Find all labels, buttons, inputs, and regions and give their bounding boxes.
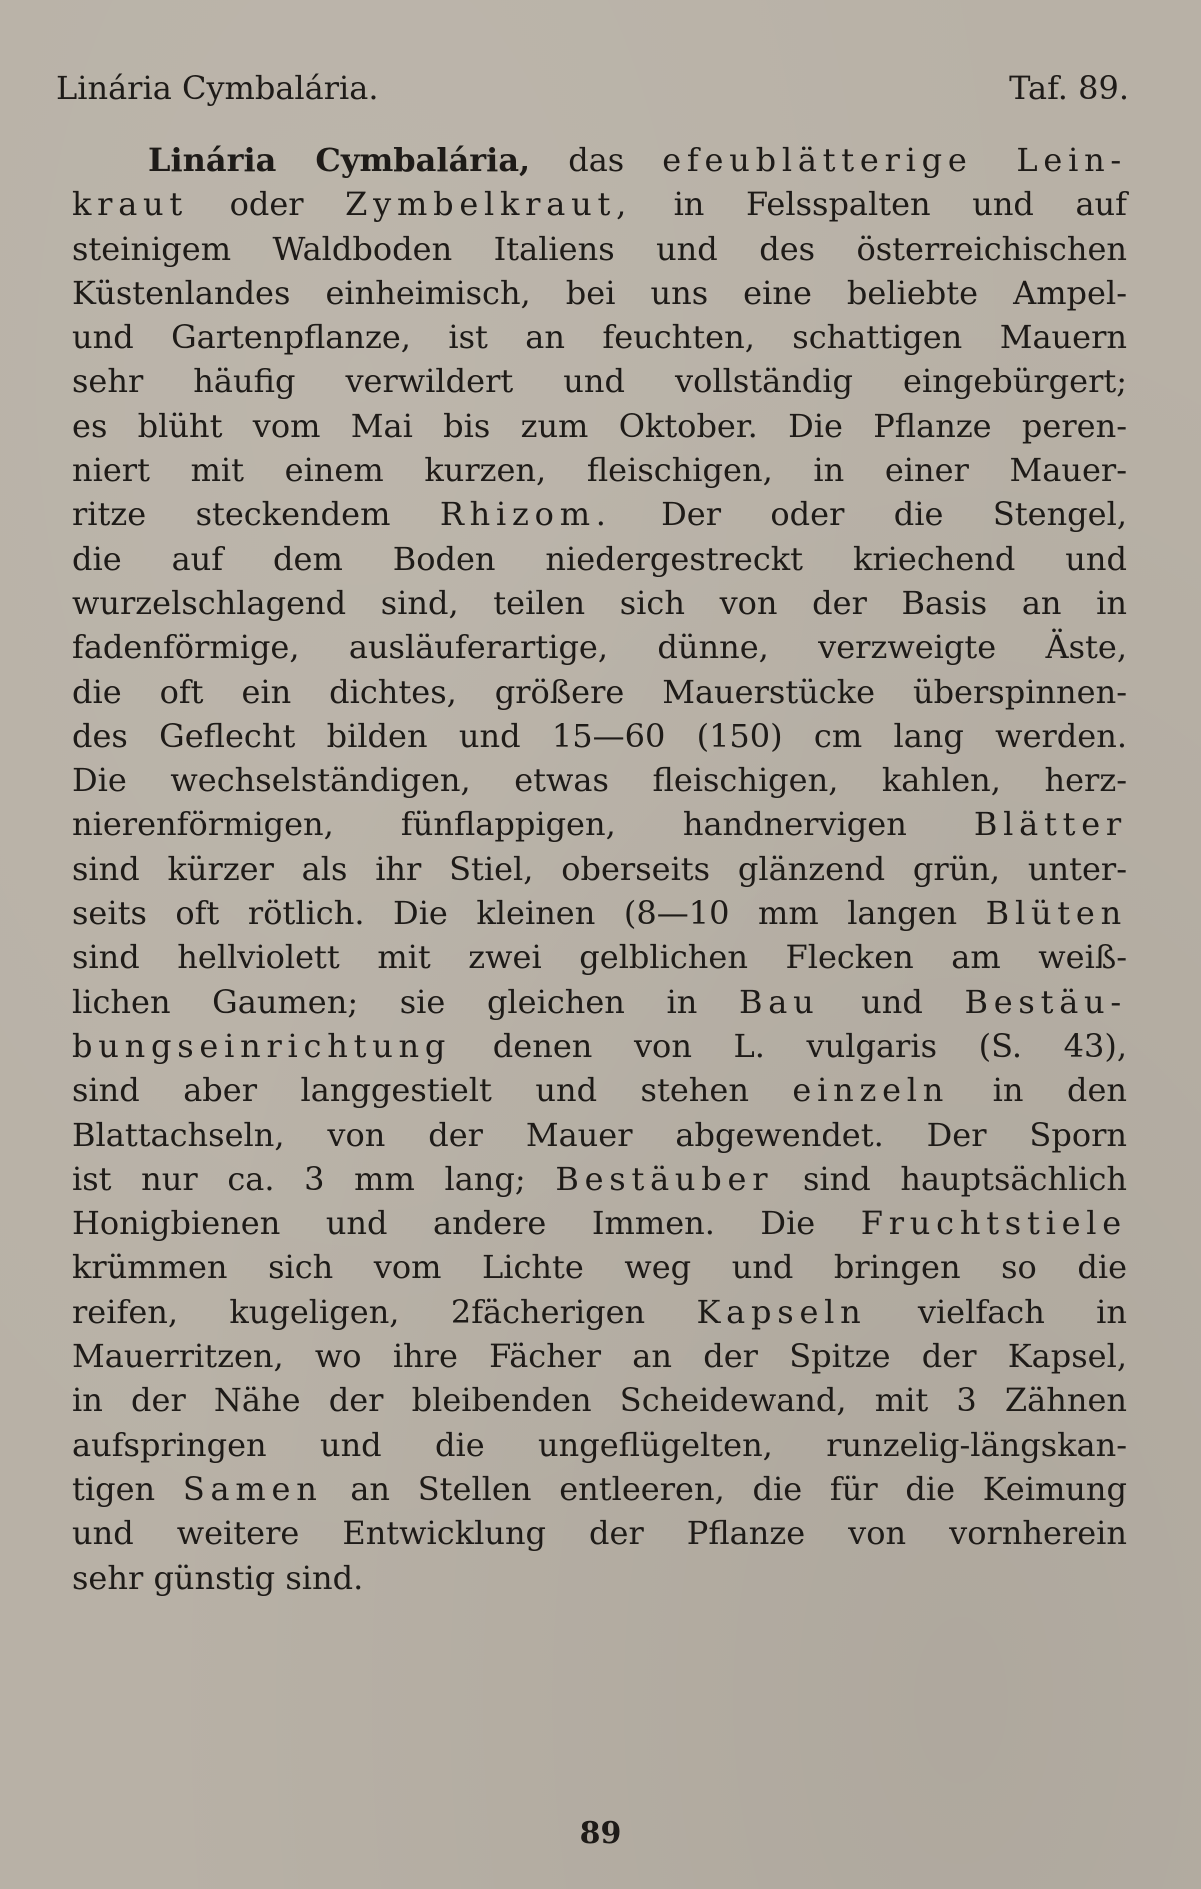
text-segment: steinigem Waldboden Italiens und des österreichischen [72, 229, 1127, 268]
text-segment: wurzelschlagend sind, teilen sich von der Basis an in [72, 583, 1127, 622]
text-segment: es blüht vom Mai bis zum Oktober. Die Pflanze peren- [72, 406, 1127, 445]
text-segment: und weitere Entwicklung der Pflanze von vornherein [72, 1514, 1127, 1553]
spaced-term: Zymbelkraut, [345, 185, 632, 224]
spaced-term: Bau [739, 982, 820, 1021]
text-segment: sind hellviolett mit zwei gelblichen Flecken am weiß- [72, 938, 1127, 977]
text-line [72, 1467, 1127, 1511]
text-segment: sehr häufig verwildert und vollständig eingebürgert; [72, 362, 1127, 401]
spaced-term: Kapseln [696, 1292, 867, 1331]
text-line [72, 359, 1127, 403]
text-segment: tigen [72, 1469, 183, 1508]
text-segment: lichen Gaumen; sie gleichen in [72, 982, 739, 1021]
text-segment: Der oder die Stengel, [611, 495, 1128, 534]
text-line [72, 492, 1127, 536]
text-segment: Die wechselständigen, etwas fleischigen, kahlen, herz- [72, 761, 1127, 800]
text-segment: sind kürzer als ihr Stiel, oberseits glänzend grün, unter- [72, 849, 1127, 888]
text-segment: vielfach in [866, 1292, 1128, 1331]
text-line [72, 802, 1127, 846]
spaced-term: kraut [72, 185, 189, 224]
text-segment: ist nur ca. 3 mm lang; [72, 1159, 556, 1198]
text-segment: an Stellen entleeren, die für die Keimung [322, 1469, 1128, 1508]
text-segment: in den [949, 1071, 1128, 1110]
text-line [72, 448, 1127, 492]
text-line [72, 138, 1127, 182]
text-segment: niert mit einem kurzen, fleischigen, in einer Mauer- [72, 451, 1127, 490]
text-segment: sind hauptsächlich [773, 1159, 1128, 1198]
species-title: Linária Cymbalária. [56, 69, 379, 107]
text-line [72, 537, 1127, 581]
text-line [72, 935, 1127, 979]
text-line [72, 182, 1127, 226]
text-line [72, 581, 1127, 625]
text-segment: ritze steckendem [72, 495, 440, 534]
text-line [72, 714, 1127, 758]
text-line [72, 1556, 1127, 1600]
text-line [72, 315, 1127, 359]
text-line [72, 1290, 1127, 1334]
text-segment: reifen, kugeligen, 2fächerigen [72, 1292, 697, 1331]
spaced-term: Samen [182, 1469, 323, 1508]
text-line [72, 1113, 1127, 1157]
text-segment: seits oft rötlich. Die kleinen (8—10 mm langen [72, 894, 986, 933]
spaced-term: Fruchtstiele [860, 1204, 1127, 1243]
text-line [72, 1423, 1127, 1467]
text-line [72, 1157, 1127, 1201]
spaced-term: Rhizom. [439, 495, 612, 534]
text-line [72, 847, 1127, 891]
spaced-term: efeublätterige Lein- [662, 141, 1128, 179]
text-line [72, 404, 1127, 448]
text-line [72, 625, 1127, 669]
text-line [72, 1334, 1127, 1378]
text-segment: sehr günstig sind. [72, 1558, 364, 1597]
text-line [72, 1068, 1127, 1112]
spaced-term: Blüten [985, 894, 1127, 933]
text-line [72, 1201, 1127, 1245]
text-segment: in Felsspalten und auf [632, 185, 1127, 224]
text-segment: des Geflecht bilden und 15—60 (150) cm lang werden. [72, 716, 1127, 755]
text-segment: sind aber langgestielt und stehen [72, 1071, 793, 1110]
text-line [72, 1024, 1127, 1068]
spaced-term: Blätter [973, 805, 1127, 844]
plate-reference: Taf. 89. [1009, 69, 1129, 107]
text-segment: Mauerritzen, wo ihre Fächer an der Spitze der Kapsel, [72, 1337, 1127, 1376]
species-description [72, 138, 1127, 1600]
spaced-term: bungseinrichtung [72, 1026, 452, 1065]
text-segment: Blattachseln, von der Mauer abgewendet. Der Sporn [72, 1115, 1127, 1154]
text-segment: das [530, 141, 663, 179]
bold-term: Linária Cymbalária, [148, 141, 531, 179]
text-line [72, 271, 1127, 315]
spaced-term: einzeln [792, 1071, 950, 1110]
running-head [56, 66, 1129, 110]
text-line [72, 758, 1127, 802]
text-segment: und [819, 982, 965, 1021]
text-segment: Küstenlandes einheimisch, bei uns eine beliebte Ampel- [72, 273, 1127, 312]
text-segment: aufspringen und die ungeflügelten, runzelig-längskan- [72, 1425, 1127, 1464]
text-line [72, 1511, 1127, 1555]
text-line [72, 227, 1127, 271]
text-segment: krümmen sich vom Lichte weg und bringen so die [72, 1248, 1127, 1287]
text-segment: in der Nähe der bleibenden Scheidewand, mit 3 Zähnen [72, 1381, 1127, 1420]
text-line [72, 1378, 1127, 1422]
text-segment: die auf dem Boden niedergestreckt kriechend und [72, 539, 1127, 578]
text-segment: Honigbienen und andere Immen. Die [72, 1204, 861, 1243]
text-segment: fadenförmige, ausläuferartige, dünne, verzweigte Äste, [72, 628, 1127, 667]
text-segment: oder [188, 185, 346, 224]
text-segment: die oft ein dichtes, größere Mauerstücke überspinnen- [72, 672, 1127, 711]
page-number: 89 [579, 1816, 622, 1851]
text-segment: nierenförmigen, fünflappigen, handnervigen [72, 805, 974, 844]
text-segment: und Gartenpflanze, ist an feuchten, schattigen Mauern [72, 318, 1127, 357]
text-line [72, 891, 1127, 935]
text-line [72, 980, 1127, 1024]
spaced-term: Bestäu- [964, 982, 1127, 1021]
text-segment: denen von L. vulgaris (S. 43), [451, 1026, 1127, 1065]
text-line [72, 670, 1127, 714]
spaced-term: Bestäuber [555, 1159, 774, 1198]
text-line [72, 1245, 1127, 1289]
